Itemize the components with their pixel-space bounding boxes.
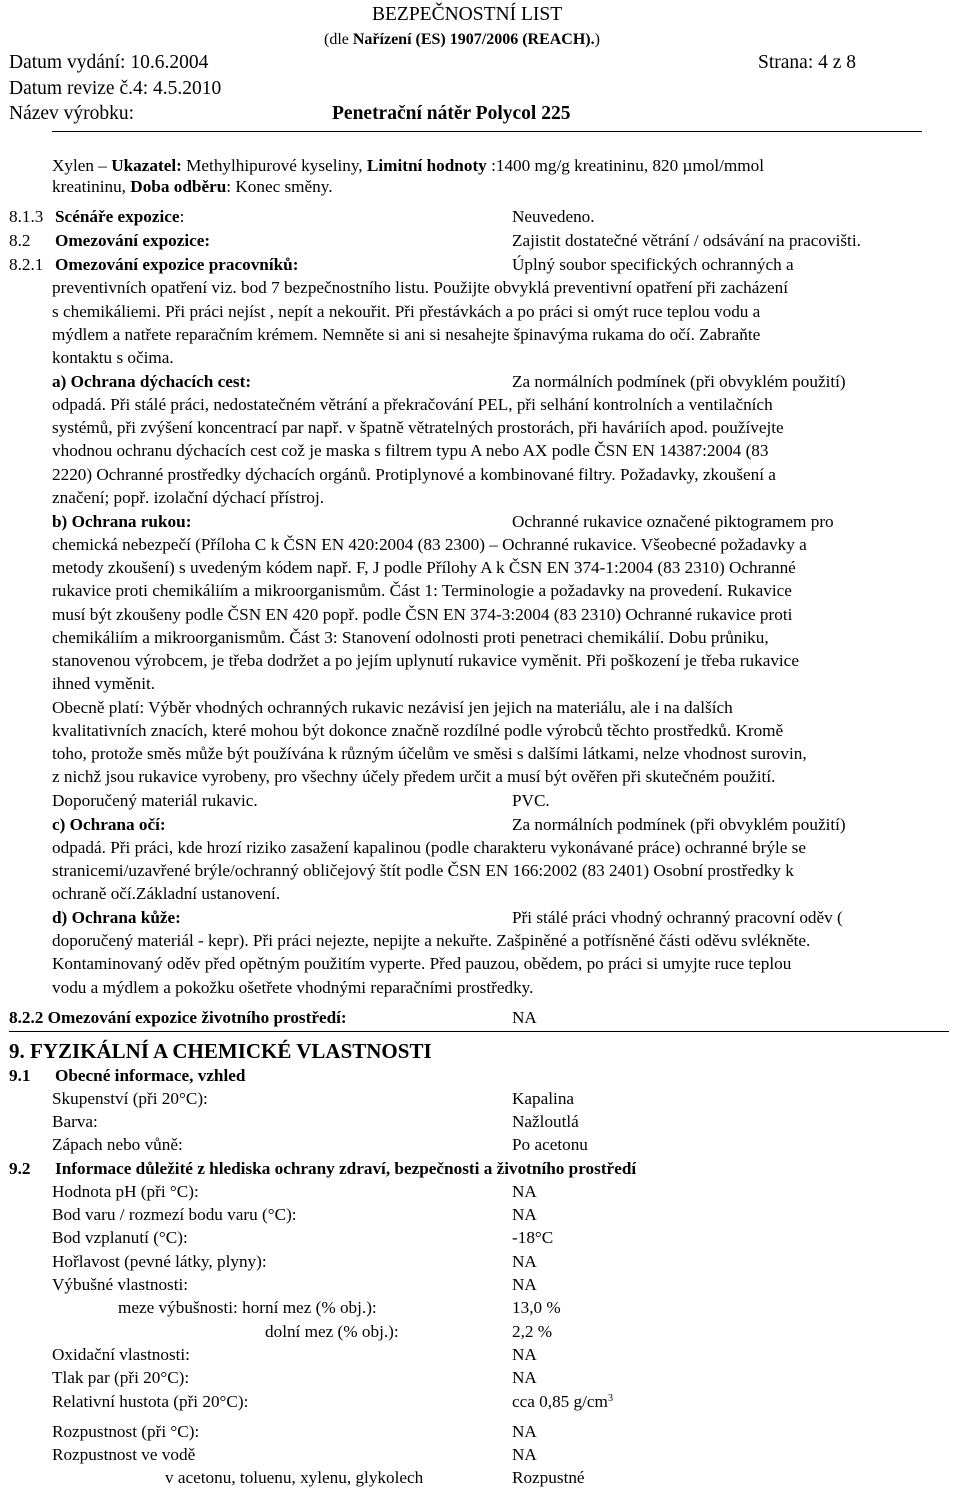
document-title: BEZPEČNOSTNÍ LIST bbox=[372, 4, 563, 25]
property-label: Zápach nebo vůně: bbox=[52, 1135, 183, 1154]
issue-date: Datum vydání: 10.6.2004 bbox=[9, 52, 209, 73]
section-9-2-number: 9.2 bbox=[9, 1159, 31, 1178]
paragraph-line: z nichž jsou rukavice vyrobeny, pro všechny účely předem určit a musí být ověřen při skutečném použití. bbox=[52, 767, 776, 786]
paragraph-line: ochraně očí.Základní ustanovení. bbox=[52, 884, 281, 903]
glove-material-value: PVC. bbox=[512, 791, 550, 810]
section-8-1-3-label: Scénáře expozice: bbox=[55, 207, 185, 226]
property-value: Po acetonu bbox=[512, 1135, 588, 1154]
section-8-1-3-number: 8.1.3 bbox=[9, 207, 44, 226]
property-label: Hodnota pH (při °C): bbox=[52, 1182, 199, 1201]
paragraph-line: stanovenou výrobcem, je třeba dodržet a po jejím uplynutí rukavice vyměnit. Při poškození je třeba rukavice bbox=[52, 651, 799, 670]
property-label: Barva: bbox=[52, 1112, 98, 1131]
eye-protection-value: Za normálních podmínek (při obvyklém použití) bbox=[512, 815, 846, 834]
section-8-2-value: Zajistit dostatečné větrání / odsávání na pracovišti. bbox=[512, 231, 861, 250]
property-value: NA bbox=[512, 1368, 537, 1387]
property-value: Kapalina bbox=[512, 1089, 575, 1108]
eye-protection-label: c) Ochrana očí: bbox=[52, 815, 166, 834]
paragraph-line: chemikáliím a mikroorganismům. Část 3: Stanovení odolnosti proti penetraci chemikálií. Dobu průniku, bbox=[52, 628, 769, 647]
paragraph-line: musí být zkoušeny podle ČSN EN 420 popř. podle ČSN EN 374-3:2004 (83 2310) Ochranné rukavice proti bbox=[52, 605, 793, 624]
property-label: Skupenství (při 20°C): bbox=[52, 1089, 208, 1108]
property-label: Výbušné vlastnosti: bbox=[52, 1275, 189, 1294]
xylen-sampling-line: kreatininu, Doba odběru: Konec směny. bbox=[52, 177, 333, 196]
section-8-2-1-number: 8.2.1 bbox=[9, 255, 44, 274]
paragraph-line: systémů, při zvýšení koncentrací par např. v špatně větratelných prostorách, při haváriích apod. používejte bbox=[52, 418, 784, 437]
explosion-upper-value: 13,0 % bbox=[512, 1298, 561, 1317]
section-8-2-number: 8.2 bbox=[9, 231, 31, 250]
section-9-2-title: Informace důležité z hlediska ochrany zdraví, bezpečnosti a životního prostředí bbox=[55, 1159, 637, 1178]
section-8-2-2-value: NA bbox=[512, 1008, 537, 1027]
paragraph-line: Obecně platí: Výběr vhodných ochranných rukavic nezávisí jen jejich na materiálu, ale i na dalších bbox=[52, 698, 733, 717]
section-9-1-number: 9.1 bbox=[9, 1066, 31, 1085]
explosion-lower-value: 2,2 % bbox=[512, 1322, 553, 1341]
property-label: Tlak par (při 20°C): bbox=[52, 1368, 190, 1387]
header-divider bbox=[52, 131, 922, 132]
property-value: NA bbox=[512, 1205, 537, 1224]
respiratory-protection-label: a) Ochrana dýchacích cest: bbox=[52, 372, 252, 391]
property-value: NA bbox=[512, 1182, 537, 1201]
paragraph-line: doporučený materiál - kepr). Při práci nejezte, nepijte a nekuřte. Zašpiněné a potřísněné části oděvu svlékněte. bbox=[52, 931, 811, 950]
explosion-upper-label: meze výbušnosti: horní mez (% obj.): bbox=[118, 1298, 377, 1317]
paragraph-line: chemická nebezpečí (Příloha C k ČSN EN 420:2004 (83 2300) – Ochranné rukavice. Všeobecné požadavky a bbox=[52, 535, 807, 554]
property-label: Rozpustnost (při °C): bbox=[52, 1422, 200, 1441]
solvents-label: v acetonu, toluenu, xylenu, glykolech bbox=[165, 1468, 424, 1487]
property-value: NA bbox=[512, 1445, 537, 1464]
paragraph-line: kontaktu s očima. bbox=[52, 348, 174, 367]
property-label: Hořlavost (pevné látky, plyny): bbox=[52, 1252, 267, 1271]
paragraph-line: s chemikáliemi. Při práci nejíst , nepít a nekouřit. Při přestávkách a po práci si omýt ruce teplou vodu a bbox=[52, 302, 761, 321]
section-8-2-1-label: Omezování expozice pracovníků: bbox=[55, 255, 299, 274]
paragraph-line: stranicemi/uzavřené brýle/ochranný obličejový štít podle ČSN EN 166:2002 (83 2401) Osobní prostředky k bbox=[52, 861, 794, 880]
respiratory-protection-value: Za normálních podmínek (při obvyklém použití) bbox=[512, 372, 846, 391]
section-divider bbox=[9, 1031, 949, 1032]
skin-protection-value: Při stálé práci vhodný ochranný pracovní oděv ( bbox=[512, 908, 843, 927]
explosion-lower-label: dolní mez (% obj.): bbox=[265, 1322, 399, 1341]
xylen-indicator-line: Xylen – Ukazatel: Methylhipurové kyseliny, Limitní hodnoty :1400 mg/g kreatininu, 820 µmol/mmol bbox=[52, 156, 765, 175]
paragraph-line: Kontaminovaný oděv před opětným použitím vyperte. Před pauzou, obědem, po práci si umyjte ruce teplou bbox=[52, 954, 792, 973]
property-label: Bod varu / rozmezí bodu varu (°C): bbox=[52, 1205, 297, 1224]
paragraph-line: 2220) Ochranné prostředky dýchacích orgánů. Protiplynové a kombinované filtry. Požadavky, zkoušení a bbox=[52, 465, 776, 484]
property-value: -18°C bbox=[512, 1228, 554, 1247]
paragraph-line: ihned vyměnit. bbox=[52, 674, 156, 693]
section-8-2-1-value: Úplný soubor specifických ochranných a bbox=[512, 255, 794, 274]
page-number: Strana: 4 z 8 bbox=[758, 52, 857, 73]
property-value: NA bbox=[512, 1422, 537, 1441]
paragraph-line: vodu a mýdlem a pokožku ošetřete vhodnými reparačními prostředky. bbox=[52, 978, 534, 997]
skin-protection-label: d) Ochrana kůže: bbox=[52, 908, 181, 927]
property-value: Nažloutlá bbox=[512, 1112, 579, 1131]
property-label: Oxidační vlastnosti: bbox=[52, 1345, 190, 1364]
paragraph-line: kvalitativních znacích, které mohou být dokonce značně rozdílné podle výrobců těchto prostředků. Kromě bbox=[52, 721, 784, 740]
section-9-title: 9. FYZIKÁLNÍ A CHEMICKÉ VLASTNOSTI bbox=[9, 1039, 432, 1063]
glove-material-label: Doporučený materiál rukavic. bbox=[52, 791, 258, 810]
property-label: Rozpustnost ve vodě bbox=[52, 1445, 196, 1464]
regulation-subtitle: (dle Nařízení (ES) 1907/2006 (REACH).) bbox=[324, 31, 600, 48]
hand-protection-label: b) Ochrana rukou: bbox=[52, 512, 192, 531]
paragraph-line: rukavice proti chemikáliím a mikroorganismům. Část 1: Terminologie a požadavky na provedení. Rukavice bbox=[52, 581, 792, 600]
paragraph-line: odpadá. Při stálé práci, nedostatečném větrání a překračování PEL, při selhání kontrolních a ventilačních bbox=[52, 395, 773, 414]
product-label: Název výrobku: bbox=[9, 103, 135, 124]
paragraph-line: odpadá. Při práci, kde hrozí riziko zasažení kapalinou (podle charakteru vykonávané práce) ochranné brýle se bbox=[52, 838, 807, 857]
property-value: NA bbox=[512, 1252, 537, 1271]
paragraph-line: vhodnou ochranu dýchacích cest což je maska s filtrem typu A nebo AX podle ČSN EN 14387:2004 (83 bbox=[52, 441, 769, 460]
paragraph-line: značení; popř. izolační dýchací přístroj. bbox=[52, 488, 325, 507]
density-value: cca 0,85 $g/cm^3$ bbox=[512, 1392, 613, 1411]
density-label: Relativní hustota (při 20°C): bbox=[52, 1392, 249, 1411]
paragraph-line: preventivních opatření viz. bod 7 bezpečnostního listu. Použijte obvyklá preventivní opatření při zacházení bbox=[52, 278, 788, 297]
paragraph-line: metody zkoušení) s uvedeným kódem např. F, J podle Přílohy A k ČSN EN 374-1:2004 (83 2310) Ochranné bbox=[52, 558, 796, 577]
solvents-value: Rozpustné bbox=[512, 1468, 585, 1487]
property-value: NA bbox=[512, 1275, 537, 1294]
section-8-1-3-value: Neuvedeno. bbox=[512, 207, 595, 226]
section-8-2-label: Omezování expozice: bbox=[55, 231, 211, 250]
section-9-1-title: Obecné informace, vzhled bbox=[55, 1066, 246, 1085]
property-label: Bod vzplanutí (°C): bbox=[52, 1228, 188, 1247]
paragraph-line: mýdlem a natřete reparačním krémem. Nemněte si ani si nesahejte špinavýma rukama do očí. Zabraňte bbox=[52, 325, 761, 344]
section-8-2-2-label: 8.2.2 Omezování expozice životního prostředí: bbox=[9, 1008, 347, 1027]
paragraph-line: toho, protože směs může být používána k různým účelům ve směsi s dalšími látkami, nelze vhodnost surovin, bbox=[52, 744, 807, 763]
property-value: NA bbox=[512, 1345, 537, 1364]
hand-protection-value: Ochranné rukavice označené piktogramem pro bbox=[512, 512, 834, 531]
product-name: Penetrační nátěr Polycol 225 bbox=[332, 103, 571, 124]
revision-date: Datum revize č.4: 4.5.2010 bbox=[9, 78, 222, 99]
